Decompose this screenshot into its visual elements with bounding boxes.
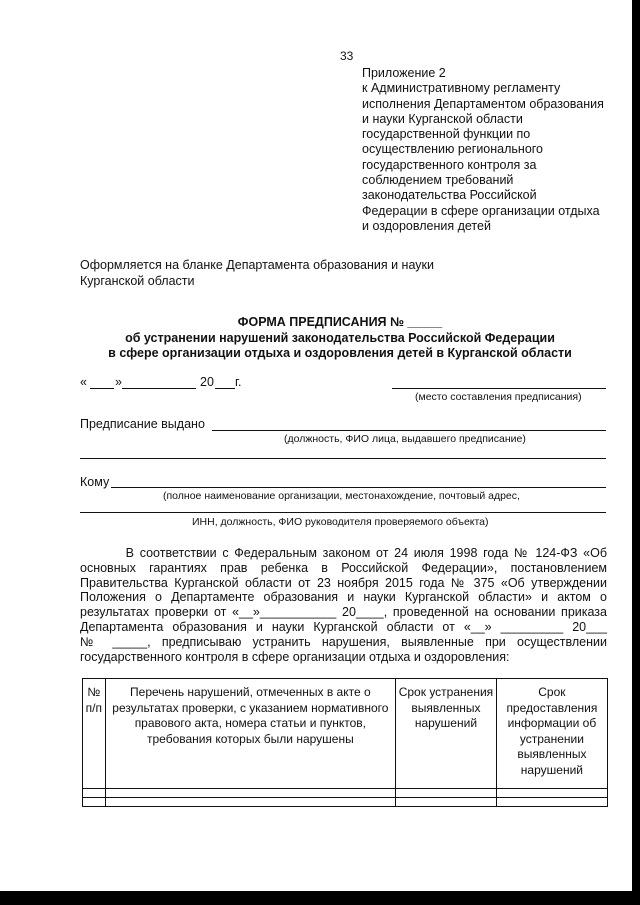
col-number-header: № п/п (83, 679, 106, 789)
body-paragraph (80, 546, 607, 664)
table-cell[interactable] (396, 789, 497, 798)
table-row (83, 789, 608, 798)
appendix-line: соблюдением требований (362, 173, 514, 188)
appendix-line: исполнения Департаментом образования (362, 96, 604, 111)
body-line: государственного контроля в сфере организации отдыха и оздоровления: (80, 649, 510, 664)
issued-label: Предписание выдано (80, 417, 205, 431)
appendix-header (362, 66, 624, 234)
date-open-quote: « (80, 375, 87, 389)
body-line: № _____, предписываю устранить нарушения, выявленные при осуществлении (80, 634, 607, 649)
body-line: Положения о Департаменте образования и науки Курганской области» и актом о (80, 590, 607, 605)
scan-edge-right (632, 0, 640, 905)
year-suffix: г. (235, 375, 242, 389)
appendix-line: Приложение 2 (362, 66, 446, 80)
table-header-row (83, 679, 608, 789)
year-prefix: 20 (200, 375, 214, 389)
col-deadline-header: Срок устранения выявленных нарушений (396, 679, 497, 789)
issued-blank-2[interactable] (80, 458, 606, 459)
blank-note-line: Курганской области (80, 274, 195, 288)
table-cell[interactable] (496, 798, 607, 807)
month-blank[interactable] (122, 388, 196, 389)
date-close-quote: » (115, 375, 122, 389)
body-line: В соответствии с Федеральным законом от 24 июля 1998 года № 124-ФЗ «Об (80, 546, 607, 560)
appendix-line: государственного контроля за (362, 157, 537, 172)
recipient-blank[interactable] (111, 487, 606, 488)
table-cell[interactable] (83, 798, 106, 807)
day-blank[interactable] (90, 388, 114, 389)
table-cell[interactable] (83, 789, 106, 798)
table-cell[interactable] (105, 789, 395, 798)
blank-note (80, 257, 434, 289)
form-title: ФОРМА ПРЕДПИСАНИЯ № _____ (237, 315, 443, 329)
scan-edge-bottom (0, 891, 640, 905)
blank-note-line: Оформляется на бланке Департамента образования и науки (80, 258, 434, 272)
page-number: 33 (340, 49, 354, 63)
body-line: Департамента образования и науки Курганской области от «__» _________ 20___ (80, 619, 607, 634)
form-subtitle: об устранении нарушений законодательства Российской Федерации (125, 331, 555, 345)
body-line: Правительства Курганской области от 23 ноября 2015 года № 375 «Об утверждении (80, 575, 607, 590)
place-caption: (место составления предписания) (415, 391, 582, 403)
table-cell[interactable] (396, 798, 497, 807)
appendix-line: и науки Курганской области (362, 111, 523, 126)
recipient-caption-2: ИНН, должность, ФИО руководителя проверяемого объекта) (192, 516, 489, 528)
table-cell[interactable] (496, 789, 607, 798)
col-violations-header: Перечень нарушений, отмеченных в акте о результатах проверки, с указанием нормативного правового акта, номера статьи и пунктов, требования которых были нарушены (105, 679, 395, 789)
appendix-line: и оздоровления детей (362, 218, 491, 233)
year-blank[interactable] (215, 388, 235, 389)
body-line: результатах проверки от «__»___________ 20____, проведенной на основании приказа (80, 605, 607, 620)
table-cell[interactable] (105, 798, 395, 807)
form-subtitle-2: в сфере организации отдыха и оздоровления детей в Курганской области (108, 346, 572, 360)
issued-caption: (должность, ФИО лица, выдавшего предписание) (284, 433, 526, 445)
col-info-deadline-header: Срок предоставления информации об устранении выявленных нарушений (496, 679, 607, 789)
issued-blank[interactable] (212, 430, 606, 431)
recipient-caption: (полное наименование организации, местонахождение, почтовый адрес, (163, 490, 520, 502)
recipient-label: Кому (80, 475, 110, 489)
table-row (83, 798, 608, 807)
appendix-line: осуществлению регионального (362, 142, 544, 157)
place-blank[interactable] (392, 388, 606, 389)
appendix-line: к Административному регламенту (362, 81, 561, 96)
appendix-line: государственной функции по (362, 127, 531, 142)
body-line: основных гарантиях прав ребенка в Российской Федерации», постановлением (80, 560, 607, 575)
appendix-line: законодательства Российской (362, 188, 537, 203)
recipient-blank-2[interactable] (80, 512, 606, 513)
appendix-line: Федерации в сфере организации отдыха (362, 203, 600, 218)
violations-table (82, 678, 608, 807)
